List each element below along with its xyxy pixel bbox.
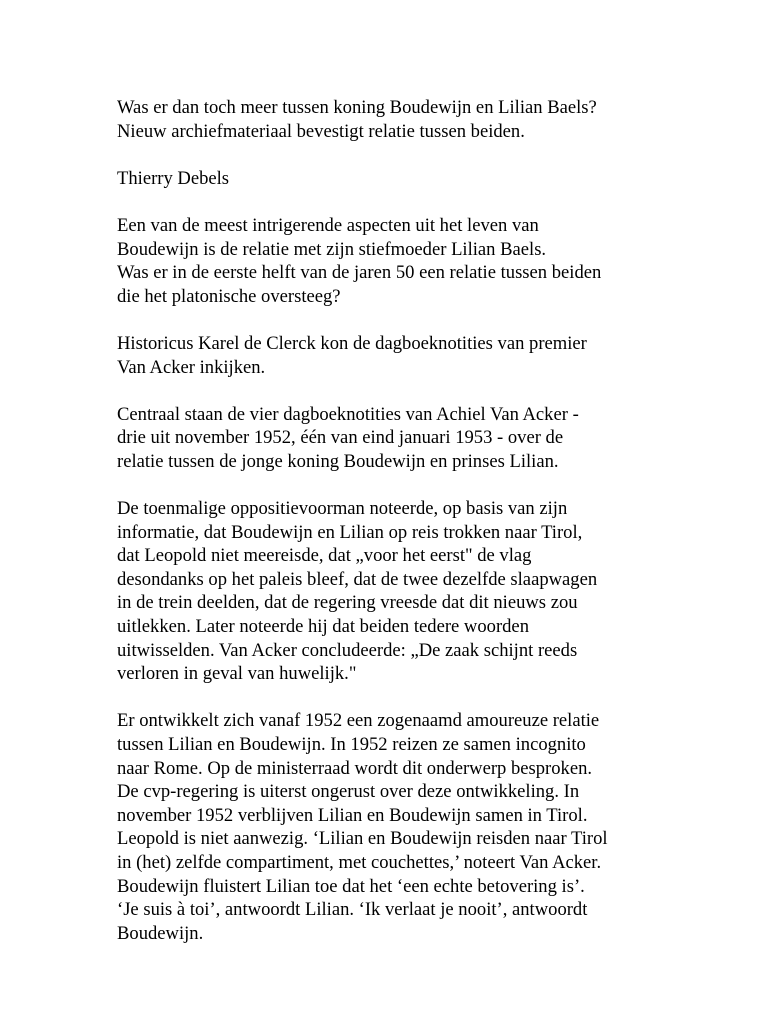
paragraph-line: verloren in geval van huwelijk." — [117, 663, 357, 685]
paragraph-line: desondanks op het paleis bleef, dat de twee dezelfde slaapwagen — [117, 568, 598, 590]
paragraph-line: Boudewijn is de relatie met zijn stiefmoeder Lilian Baels. — [117, 238, 547, 260]
paragraph-line: Centraal staan de vier dagboeknotities van Achiel Van Acker - — [117, 403, 579, 425]
paragraph-line: Boudewijn fluistert Lilian toe dat het ‘een echte betovering is’. — [117, 875, 585, 897]
paragraph-line: uitlekken. Later noteerde hij dat beiden tedere woorden — [117, 616, 529, 638]
paragraph-opposition-leader — [117, 497, 737, 686]
paragraph-line: ‘Je suis à toi’, antwoordt Lilian. ‘Ik verlaat je nooit’, antwoordt — [117, 899, 588, 921]
paragraph-line: Een van de meest intrigerende aspecten uit het leven van — [117, 214, 539, 236]
paragraph-line: in (het) zelfde compartiment, met couchettes,’ noteert Van Acker. — [117, 852, 602, 873]
paragraph-relationship — [117, 709, 737, 945]
author-byline — [117, 167, 737, 191]
headline — [117, 96, 737, 143]
paragraph-line: Er ontwikkelt zich vanaf 1952 een zogenaamd amoureuze relatie — [117, 710, 600, 732]
paragraph-line: Boudewijn. — [117, 922, 204, 944]
paragraph-line: naar Rome. Op de ministerraad wordt dit onderwerp besproken. — [117, 757, 593, 779]
paragraph-line: De cvp-regering is uiterst ongerust over deze ontwikkeling. In — [117, 781, 580, 803]
paragraph-line: informatie, dat Boudewijn en Lilian op reis trokken naar Tirol, — [117, 521, 583, 543]
paragraph-line: die het platonische oversteeg? — [117, 285, 341, 307]
paragraph-diary-notes — [117, 403, 737, 474]
paragraph-line: De toenmalige oppositievoorman noteerde, op basis van zijn — [117, 498, 568, 520]
paragraph-line: dat Leopold niet meereisde, dat „voor het eerst" de vlag — [117, 545, 532, 567]
author-name: Thierry Debels — [117, 167, 230, 189]
paragraph-line: november 1952 verblijven Lilian en Boudewijn samen in Tirol. — [117, 804, 588, 826]
subheadline-line: Nieuw archiefmateriaal bevestigt relatie tussen beiden. — [117, 120, 525, 142]
paragraph-line: drie uit november 1952, één van eind januari 1953 - over de — [117, 427, 564, 449]
paragraph-line: in de trein deelden, dat de regering vreesde dat dit nieuws zou — [117, 592, 578, 614]
paragraph-line: relatie tussen de jonge koning Boudewijn en prinses Lilian. — [117, 450, 559, 472]
headline-line: Was er dan toch meer tussen koning Boudewijn en Lilian Baels? — [117, 97, 597, 118]
paragraph-line: Leopold is niet aanwezig. ‘Lilian en Boudewijn reisden naar Tirol — [117, 828, 608, 850]
paragraph-line: uitwisselden. Van Acker concludeerde: „De zaak schijnt reeds — [117, 639, 578, 661]
document-page — [117, 96, 737, 969]
paragraph-line: Historicus Karel de Clerck kon de dagboeknotities van premier — [117, 332, 587, 354]
paragraph-line: Was er in de eerste helft van de jaren 50 een relatie tussen beiden — [117, 262, 602, 284]
paragraph-intro — [117, 214, 737, 308]
paragraph-line: Van Acker inkijken. — [117, 356, 266, 378]
paragraph-historian — [117, 332, 737, 379]
paragraph-line: tussen Lilian en Boudewijn. In 1952 reizen ze samen incognito — [117, 734, 586, 756]
